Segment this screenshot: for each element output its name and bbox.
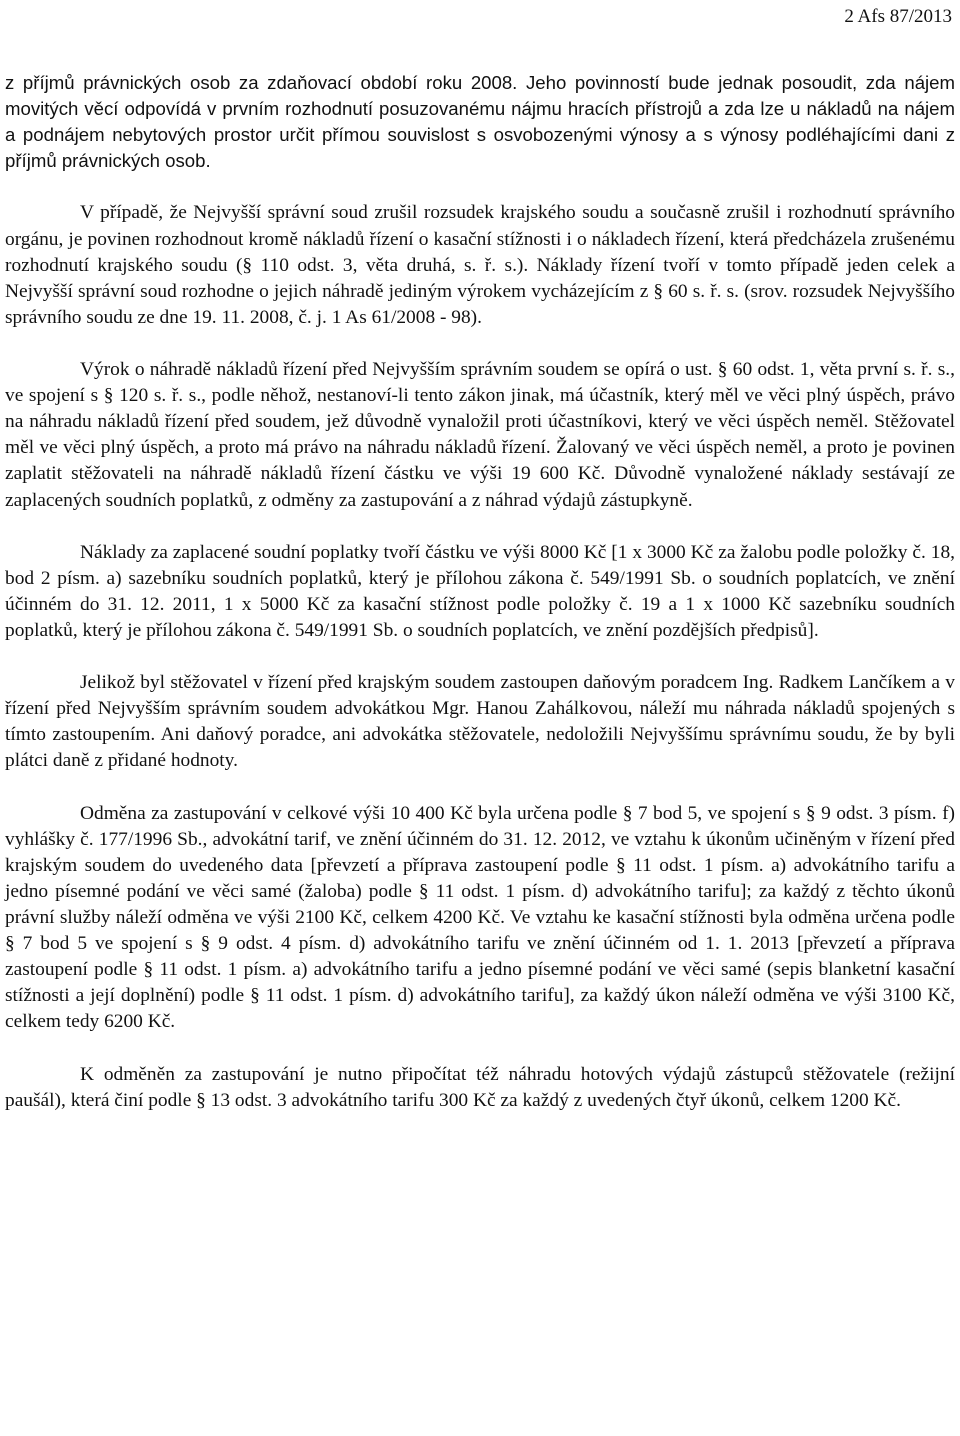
case-number: 2 Afs 87/2013 — [844, 6, 952, 27]
paragraph-cash-expenses: K odměněn za zastupování je nutno připočítat též náhradu hotových výdajů zástupců stěžovatele (režijní paušál), která činí podle § 13 odst. 3 advokátního tarifu 300 Kč za každý z uvedených čtyř úkonů, celkem 1200 Kč. — [5, 1063, 955, 1111]
paragraph-attorney-fee: Odměna za zastupování v celkové výši 10 400 Kč byla určena podle § 7 bod 5, ve spojení s § 9 odst. 3 písm. f) vyhlášky č. 177/1996 Sb., advokátní tarif, ve znění účinném do 31. 12. 2012, ve vztahu k úkonům učiněným v řízení před krajským soudem do uvedeného data [převzetí a příprava zastoupení podle § 11 odst. 1 písm. a) advokátního tarifu a jedno písemné podání ve věci samé (žaloba) podle § 11 odst. 1 písm. d) advokátního tarifu]; za každý z těchto úkonů právní služby náleží odměna ve výši 2100 Kč, celkem 4200 Kč. Ve vztahu ke kasační stížnosti byla odměna určena podle § 7 bod 5 ve spojení s § 9 odst. 4 písm. d) advokátního tarifu ve znění účinném od 1. 1. 2013 [převzetí a příprava zastoupení podle § 11 odst. 1 písm. a) advokátního tarifu a jedno písemné podání ve věci samé (sepis blanketní kasační stížnosti a její doplnění) podle § 11 odst. 1 písm. d) advokátního tarifu], za každý úkon náleží odměna ve výši 3100 Kč, celkem tedy 6200 Kč. — [5, 802, 955, 1033]
paragraph-cost-verdict: Výrok o náhradě nákladů řízení před Nejvyšším správním soudem se opírá o ust. § 60 odst. 1, věta první s. ř. s., ve spojení s § 120 s. ř. s., podle něhož, nestanoví-li tento zákon jinak, má účastník, který měl ve věci plný úspěch, právo na náhradu nákladů řízení před soudem, jež důvodně vynaložil proti účastníkovi, který ve věci úspěch neměl. Stěžovatel měl ve věci plný úspěch, a proto má právo na náhradu nákladů řízení. Žalovaný ve věci úspěch neměl, a proto je povinen zaplatit stěžovateli na náhradě nákladů řízení částku ve výši 19 600 Kč. Důvodně vynaložené náklady sestávají ze zaplacených soudních poplatků, z odměny za zastupování a z náhrad výdajů zástupkyně. — [5, 359, 955, 511]
paragraph-cost-rules: V případě, že Nejvyšší správní soud zrušil rozsudek krajského soudu a současně zrušil i rozhodnutí správního orgánu, je povinen rozhodnout kromě nákladů řízení o kasační stížnosti i o nákladech řízení, která předcházela zrušenému rozhodnutí krajského soudu (§ 110 odst. 3, věta druhá, s. ř. s.). Náklady řízení tvoří v tomto případě jeden celek a Nejvyšší správní soud rozhodne o jejich náhradě jediným výrokem vycházejícím z § 60 s. ř. s. (srov. rozsudek Nejvyššího správního soudu ze dne 19. 11. 2008, č. j. 1 As 61/2008 - 98). — [5, 202, 955, 328]
document-body — [5, 70, 955, 1114]
paragraph-representation: Jelikož byl stěžovatel v řízení před krajským soudem zastoupen daňovým poradcem Ing. Radkem Lančíkem a v řízení před Nejvyšším správním soudem advokátkou Mgr. Hanou Zahálkovou, náleží mu náhrada nákladů spojených s tímto zastoupením. Ani daňový poradce, ani advokátka stěžovatele, nedoložili Nejvyššímu správnímu soudu, že by byli plátci daně z přidané hodnoty. — [5, 672, 955, 772]
paragraph-continuation: z příjmů právnických osob za zdaňovací období roku 2008. Jeho povinností bude jednak posoudit, zda nájem movitých věcí odpovídá v prvním rozhodnutí posuzovanému nájmu hracích přístrojů a zda lze u nákladů na nájem a podnájem nebytových prostor určit přímou souvislost s osvobozenými výnosy a s výnosy podléhajícími dani z příjmů právnických osob. — [5, 72, 955, 172]
paragraph-court-fees: Náklady za zaplacené soudní poplatky tvoří částku ve výši 8000 Kč [1 x 3000 Kč za žalobu podle položky č. 18, bod 2 písm. a) sazebníku soudních poplatků, který je přílohou zákona č. 549/1991 Sb. o soudních poplatcích, ve znění účinném do 31. 12. 2011, 1 x 5000 Kč za kasační stížnost podle položky č. 19 a 1 x 1000 Kč sazebníku soudních poplatků, který je přílohou zákona č. 549/1991 Sb. o soudních poplatcích, ve znění pozdějších předpisů]. — [5, 541, 955, 641]
